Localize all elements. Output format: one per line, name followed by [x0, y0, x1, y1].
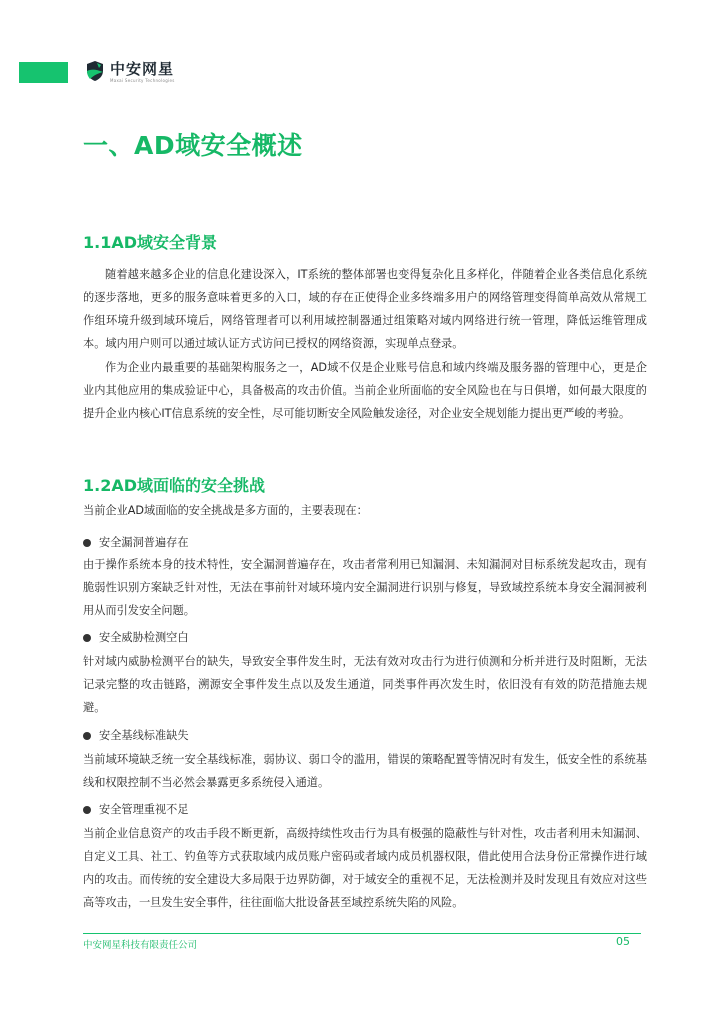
bullet-item-title: [83, 629, 189, 647]
bullet-dot-icon: [83, 732, 91, 740]
page-number: 05: [616, 935, 630, 948]
bullet-title-text: 安全管理重视不足: [99, 803, 189, 816]
bullet-title-text: 安全漏洞普遍存在: [99, 536, 189, 549]
header-accent-bar: [19, 62, 68, 83]
bullet-dot-icon: [83, 806, 91, 814]
page-title: 一、AD域安全概述: [83, 131, 303, 160]
bullet-item-title: [83, 801, 189, 819]
section-1-paragraph-2: 作为企业内最重要的基础架构服务之一，AD域不仅是企业账号信息和域内终端及服务器的管理中心，更是企业内其他应用的集成验证中心，具备极高的攻击价值。当前企业所面临的安全风险也在与日俱增，如何最大限度的提升企业内核心IT信息系统的安全性，尽可能切断安全风险触发途径，对企业安全规划能力提出更严峻的考验。: [83, 361, 647, 420]
section-1-paragraph-1: 随着越来越多企业的信息化建设深入，IT系统的整体部署也变得复杂化且多样化，伴随着企业各类信息化系统的逐步落地，更多的服务意味着更多的入口，域的存在正使得企业多终端多用户的网络管理变得简单高效从常规工作组环境升级到域环境后，网络管理者可以利用域控制器通过组策略对域内网络进行统一管理，降低运维管理成本。域内用户则可以通过域认证方式访问已授权的网络资源，实现单点登录。: [83, 268, 647, 350]
bullet-item-text: 由于操作系统本身的技术特性，安全漏洞普遍存在，攻击者常利用已知漏洞、未知漏洞对目标系统发起攻击，现有脆弱性识别方案缺乏针对性，无法在事前针对域环境内安全漏洞进行识别与修复，导致域控系统本身安全漏洞被利用从而引发安全问题。: [83, 558, 647, 617]
section-2-heading: 1.2AD域面临的安全挑战: [83, 476, 266, 495]
bullet-dot-icon: [83, 539, 91, 547]
bullet-item-text: 当前企业信息资产的攻击手段不断更新，高级持续性攻击行为具有极强的隐蔽性与针对性，攻击者利用未知漏洞、自定义工具、社工、钓鱼等方式获取域内成员账户密码或者域内成员机器权限，借此使用合法身份正常操作进行域内的攻击。而传统的安全建设大多局限于边界防御，对于域安全的重视不足，无法检测并及时发现且有效应对这些高等攻击，一旦发生安全事件，往往面临大批设备甚至域控系统失陷的风险。: [83, 827, 647, 909]
bullet-item-title: [83, 727, 189, 745]
company-logo: [84, 60, 175, 84]
bullet-dot-icon: [83, 634, 91, 642]
bullet-title-text: 安全威胁检测空白: [99, 631, 189, 644]
logo-name: 中安网星: [110, 60, 175, 78]
bullet-item-text: 针对域内威胁检测平台的缺失，导致安全事件发生时，无法有效对攻击行为进行侦测和分析并进行及时阻断，无法记录完整的攻击链路，溯源安全事件发生点以及发生通道，同类事件再次发生时，依旧没有有效的防范措施去规避。: [83, 655, 647, 714]
footer-divider: [83, 933, 641, 934]
section-2-intro: 当前企业AD域面临的安全挑战是多方面的，主要表现在：: [83, 504, 368, 517]
star-logo-icon: [84, 60, 106, 82]
bullet-item-title: [83, 534, 189, 552]
bullet-title-text: 安全基线标准缺失: [99, 729, 189, 742]
logo-subtitle: Maxai Security Technologies: [110, 78, 175, 83]
footer-company: 中安网星科技有限责任公司: [83, 940, 198, 951]
bullet-item-text: 当前域环境缺乏统一安全基线标准，弱协议、弱口令的滥用，错误的策略配置等情况时有发生，低安全性的系统基线和权限控制不当必然会暴露更多系统侵入通道。: [83, 753, 647, 789]
section-1-heading: 1.1AD域安全背景: [83, 233, 218, 252]
